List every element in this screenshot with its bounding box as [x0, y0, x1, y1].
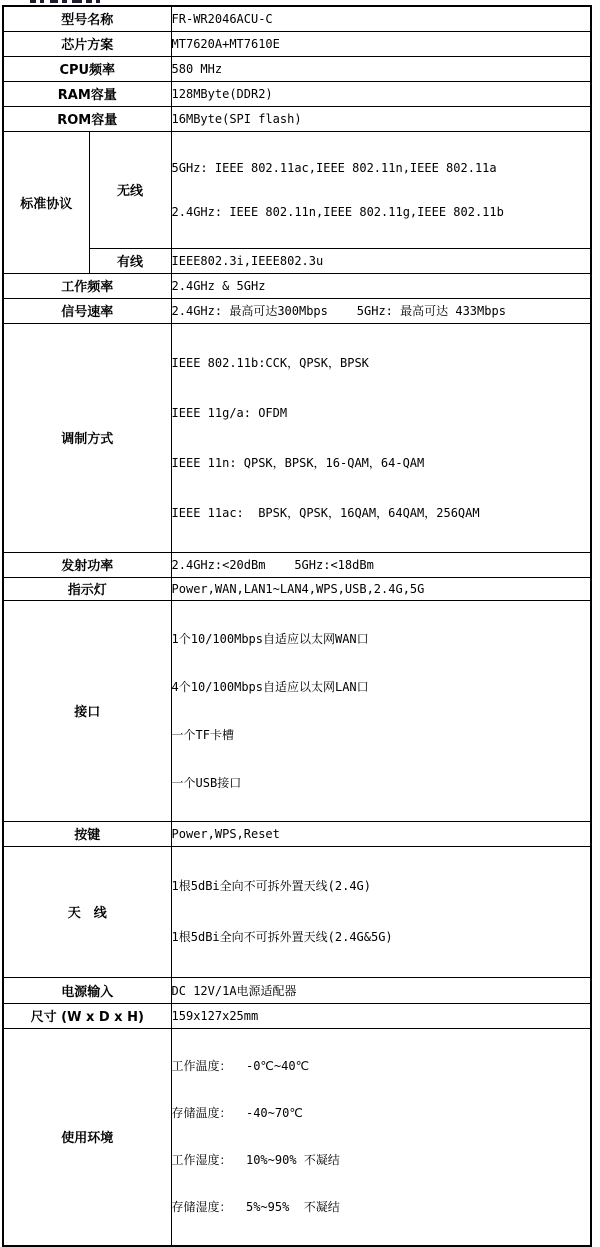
row-value: [171, 131, 591, 248]
sub-row-label: 有线: [89, 248, 171, 273]
spec-row-model: [3, 6, 591, 31]
sub-row-label: 无线: [89, 131, 171, 248]
row-label: 指示灯: [3, 577, 171, 600]
row-value: [171, 600, 591, 821]
row-value: DC 12V/1A电源适配器: [171, 977, 591, 1003]
row-label: 工作频率: [3, 273, 171, 298]
value-line: IEEE 11ac: BPSK，QPSK，16QAM，64QAM，256QAM: [171, 505, 480, 520]
row-label: 电源输入: [3, 977, 171, 1003]
row-label: 芯片方案: [3, 31, 171, 56]
row-value: 159x127x25mm: [171, 1003, 591, 1028]
value-line: 1根5dBi全向不可拆外置天线(2.4G&5G): [171, 929, 393, 944]
spec-row-power-input: [3, 977, 591, 1003]
value-line: 1个10/100Mbps自适应以太网WAN口: [171, 631, 369, 646]
row-value: IEEE802.3i,IEEE802.3u: [171, 248, 591, 273]
value-line: IEEE 11n: QPSK，BPSK，16-QAM，64-QAM: [171, 455, 425, 470]
row-value: 128MByte(DDR2): [171, 81, 591, 106]
row-label: 信号速率: [3, 298, 171, 323]
row-value: Power,WAN,LAN1~LAN4,WPS,USB,2.4G,5G: [171, 577, 591, 600]
row-value: 2.4GHz:<20dBm 5GHz:<18dBm: [171, 552, 591, 577]
row-value: [171, 323, 591, 552]
row-label: 调制方式: [3, 323, 171, 552]
spec-row-rom: [3, 106, 591, 131]
row-value: 580 MHz: [171, 56, 591, 81]
spec-row-protocol-wireless: [3, 131, 591, 248]
spec-row-modulation: [3, 323, 591, 552]
spec-row-work-freq: [3, 273, 591, 298]
row-label: 尺寸 (W x D x H): [3, 1003, 171, 1028]
row-label: 标准协议: [3, 131, 89, 273]
row-label: 发射功率: [3, 552, 171, 577]
value-line: 一个TF卡槽: [171, 727, 234, 742]
spec-row-environment: [3, 1028, 591, 1246]
value-line: 4个10/100Mbps自适应以太网LAN口: [171, 679, 369, 694]
value-line: 工作温度： -0℃~40℃: [171, 1058, 310, 1073]
value-line: 存储湿度： 5%~95% 不凝结: [171, 1199, 340, 1214]
spec-row-signal-rate: [3, 298, 591, 323]
spec-row-antenna: [3, 846, 591, 977]
row-label: 型号名称: [3, 6, 171, 31]
row-label: 按键: [3, 821, 171, 846]
spec-row-tx-power: [3, 552, 591, 577]
row-value: FR-WR2046ACU-C: [171, 6, 591, 31]
spec-row-ports: [3, 600, 591, 821]
row-label: 使用环境: [3, 1028, 171, 1246]
row-value: [171, 846, 591, 977]
row-value: Power,WPS,Reset: [171, 821, 591, 846]
row-label: CPU频率: [3, 56, 171, 81]
value-line: 2.4GHz: IEEE 802.11n,IEEE 802.11g,IEEE 802.11b: [171, 204, 504, 219]
spec-row-leds: [3, 577, 591, 600]
spec-row-chip: [3, 31, 591, 56]
row-value: [171, 1028, 591, 1246]
spec-row-buttons: [3, 821, 591, 846]
spec-table: [2, 5, 592, 1247]
value-line: IEEE 802.11b:CCK，QPSK，BPSK: [171, 355, 369, 370]
row-label: 天 线: [3, 846, 171, 977]
row-label: ROM容量: [3, 106, 171, 131]
spec-row-dimensions: [3, 1003, 591, 1028]
row-value: 16MByte(SPI flash): [171, 106, 591, 131]
row-value: 2.4GHz: 最高可达300Mbps 5GHz: 最高可达 433Mbps: [171, 298, 591, 323]
value-line: 5GHz: IEEE 802.11ac,IEEE 802.11n,IEEE 802.11a: [171, 160, 497, 175]
row-label: 接口: [3, 600, 171, 821]
spec-row-ram: [3, 81, 591, 106]
value-line: 1根5dBi全向不可拆外置天线(2.4G): [171, 878, 371, 893]
row-value: 2.4GHz & 5GHz: [171, 273, 591, 298]
value-line: IEEE 11g/a: OFDM: [171, 405, 288, 420]
clipped-text-fragment: [0, 0, 600, 4]
value-line: 存储温度： -40~70℃: [171, 1105, 303, 1120]
row-label: RAM容量: [3, 81, 171, 106]
value-line: 一个USB接口: [171, 775, 242, 790]
spec-row-protocol-wired: [3, 248, 591, 273]
value-line: 工作湿度： 10%~90% 不凝结: [171, 1152, 340, 1167]
row-value: MT7620A+MT7610E: [171, 31, 591, 56]
spec-row-cpu: [3, 56, 591, 81]
